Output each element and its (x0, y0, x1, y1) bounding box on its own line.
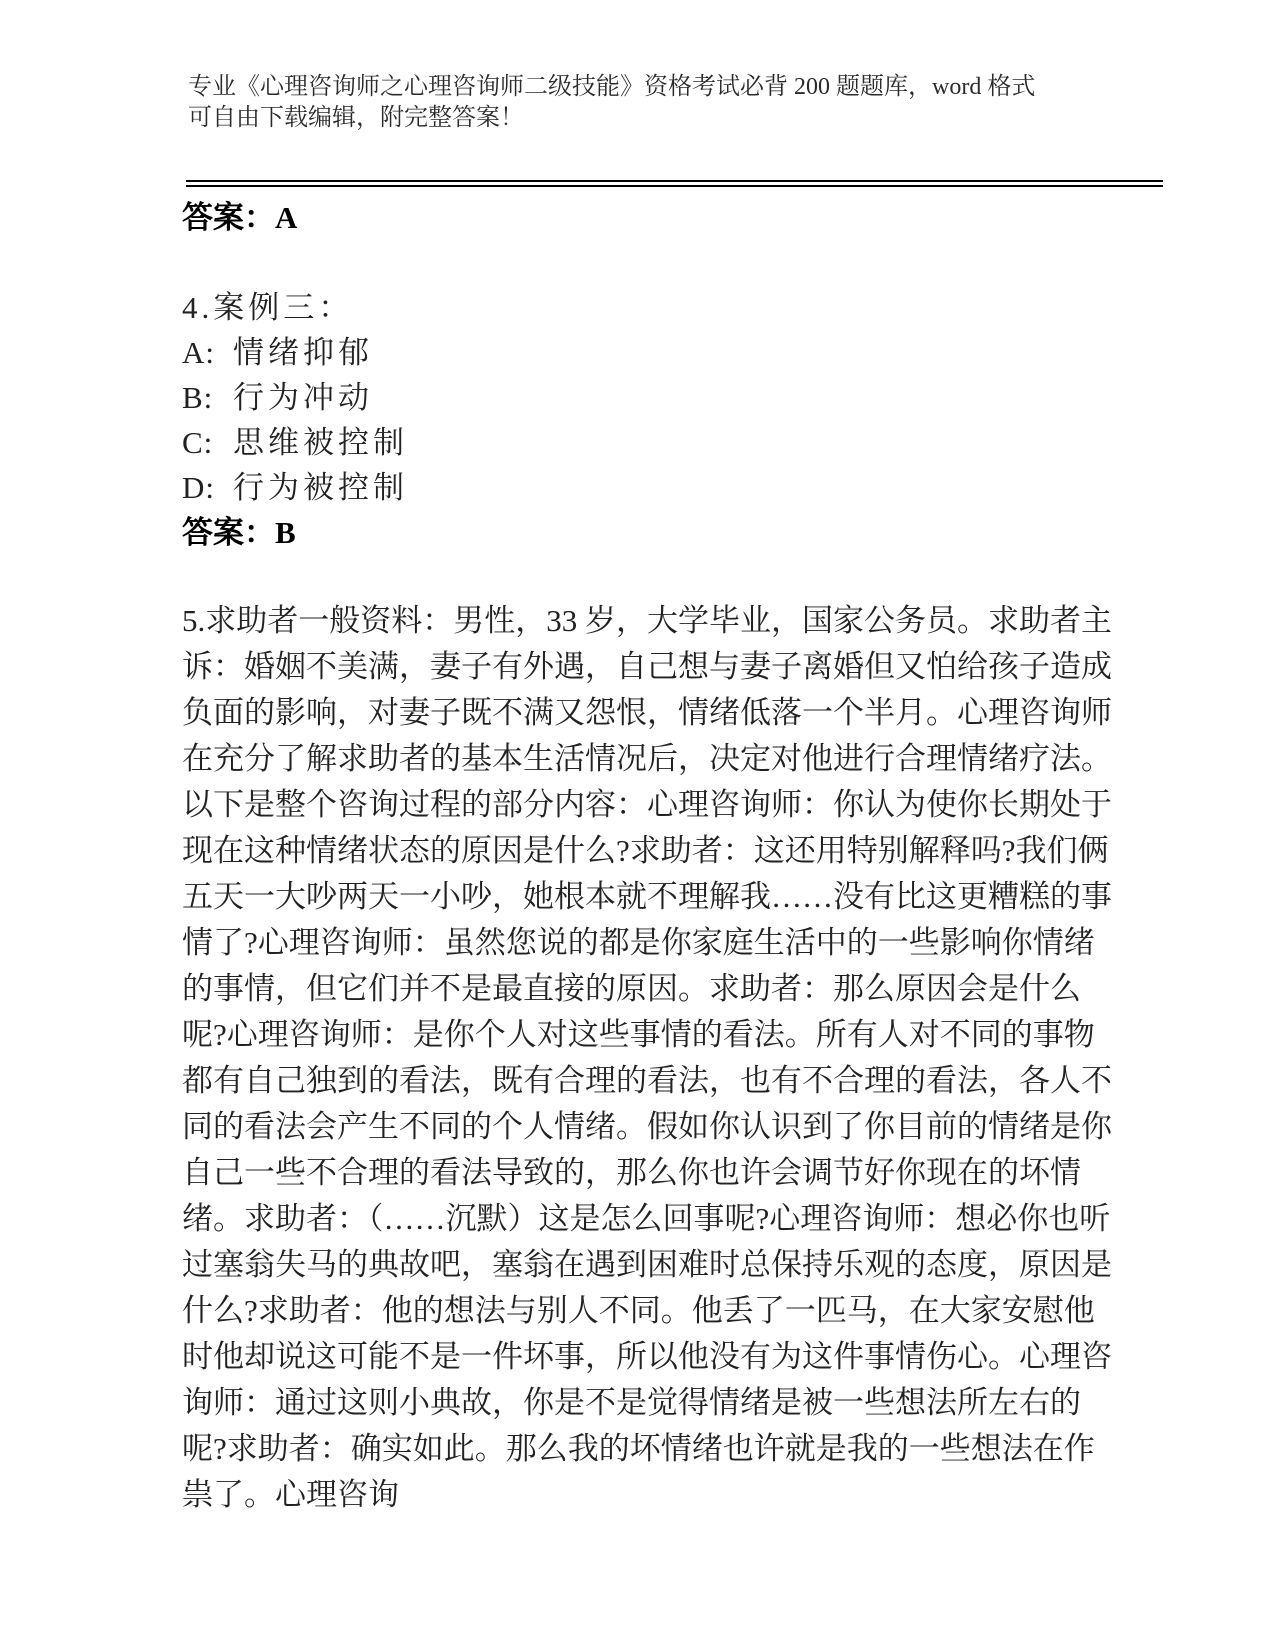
option-label-d: D: (182, 470, 215, 505)
answer-line-question4: 答案：B (182, 515, 296, 550)
header-line-1: 专业《心理咨询师之心理咨询师二级技能》资格考试必背 200 题题库，word 格式 (188, 74, 1036, 100)
option-text-b: 行为冲动 (233, 380, 373, 415)
option-text-a: 情绪抑郁 (233, 335, 373, 370)
option-label-b: B: (182, 380, 214, 415)
option-row-a (182, 330, 1120, 375)
option-text-d: 行为被控制 (233, 470, 408, 505)
option-label-c: C: (182, 425, 214, 460)
option-text-c: 思维被控制 (233, 425, 408, 460)
question4-title: 4.案例三： (182, 290, 354, 325)
option-label-a: A: (182, 335, 215, 370)
header-divider-double-rule (186, 180, 1163, 187)
question5-text: 5.求助者一般资料：男性，33 岁，大学毕业，国家公务员。求助者主诉：婚姻不美满，妻子有外遇，自己想与妻子离婚但又怕给孩子造成负面的影响，对妻子既不满又怨恨，情绪低落一个半月。心理咨询师在充分了解求助者的基本生活情况后，决定对他进行合理情绪疗法。以下是整个咨询过程的部分内容：心理咨询师：你认为使你长期处于现在这种情绪状态的原因是什么?求助者：这还用特别解释吗?我们俩五天一大吵两天一小吵，她根本就不理解我……没有比这更糟糕的事情了?心理咨询师：虽然您说的都是你家庭生活中的一些影响你情绪的事情，但它们并不是最直接的原因。求助者：那么原因会是什么呢?心理咨询师：是你个人对这些事情的看法。所有人对不同的事物都有自己独到的看法，既有合理的看法，也有不合理的看法，各人不同的看法会产生不同的个人情绪。假如你认识到了你目前的情绪是你自己一些不合理的看法导致的，那么你也许会调节好你现在的坏情绪。求助者：（……沉默）这是怎么回事呢?心理咨询师：想必你也听过塞翁失马的典故吧，塞翁在遇到困难时总保持乐观的态度，原因是什么?求助者：他的想法与别人不同。他丢了一匹马，在大家安慰他时他却说这可能不是一件坏事，所以他没有为这件事情伤心。心理咨询师：通过这则小典故，你是不是觉得情绪是被一些想法所左右的呢?求助者：确实如此。那么我的坏情绪也许就是我的一些想法在作祟了。心理咨询 (182, 603, 1112, 1512)
option-row-b (182, 375, 1120, 420)
answer-line-question3: 答案：A (182, 200, 298, 235)
option-row-c (182, 420, 1120, 465)
header-line-2: 可自由下载编辑，附完整答案！ (188, 105, 524, 131)
document-body (182, 195, 1120, 1518)
document-header (188, 72, 1140, 134)
option-row-d (182, 465, 1120, 510)
